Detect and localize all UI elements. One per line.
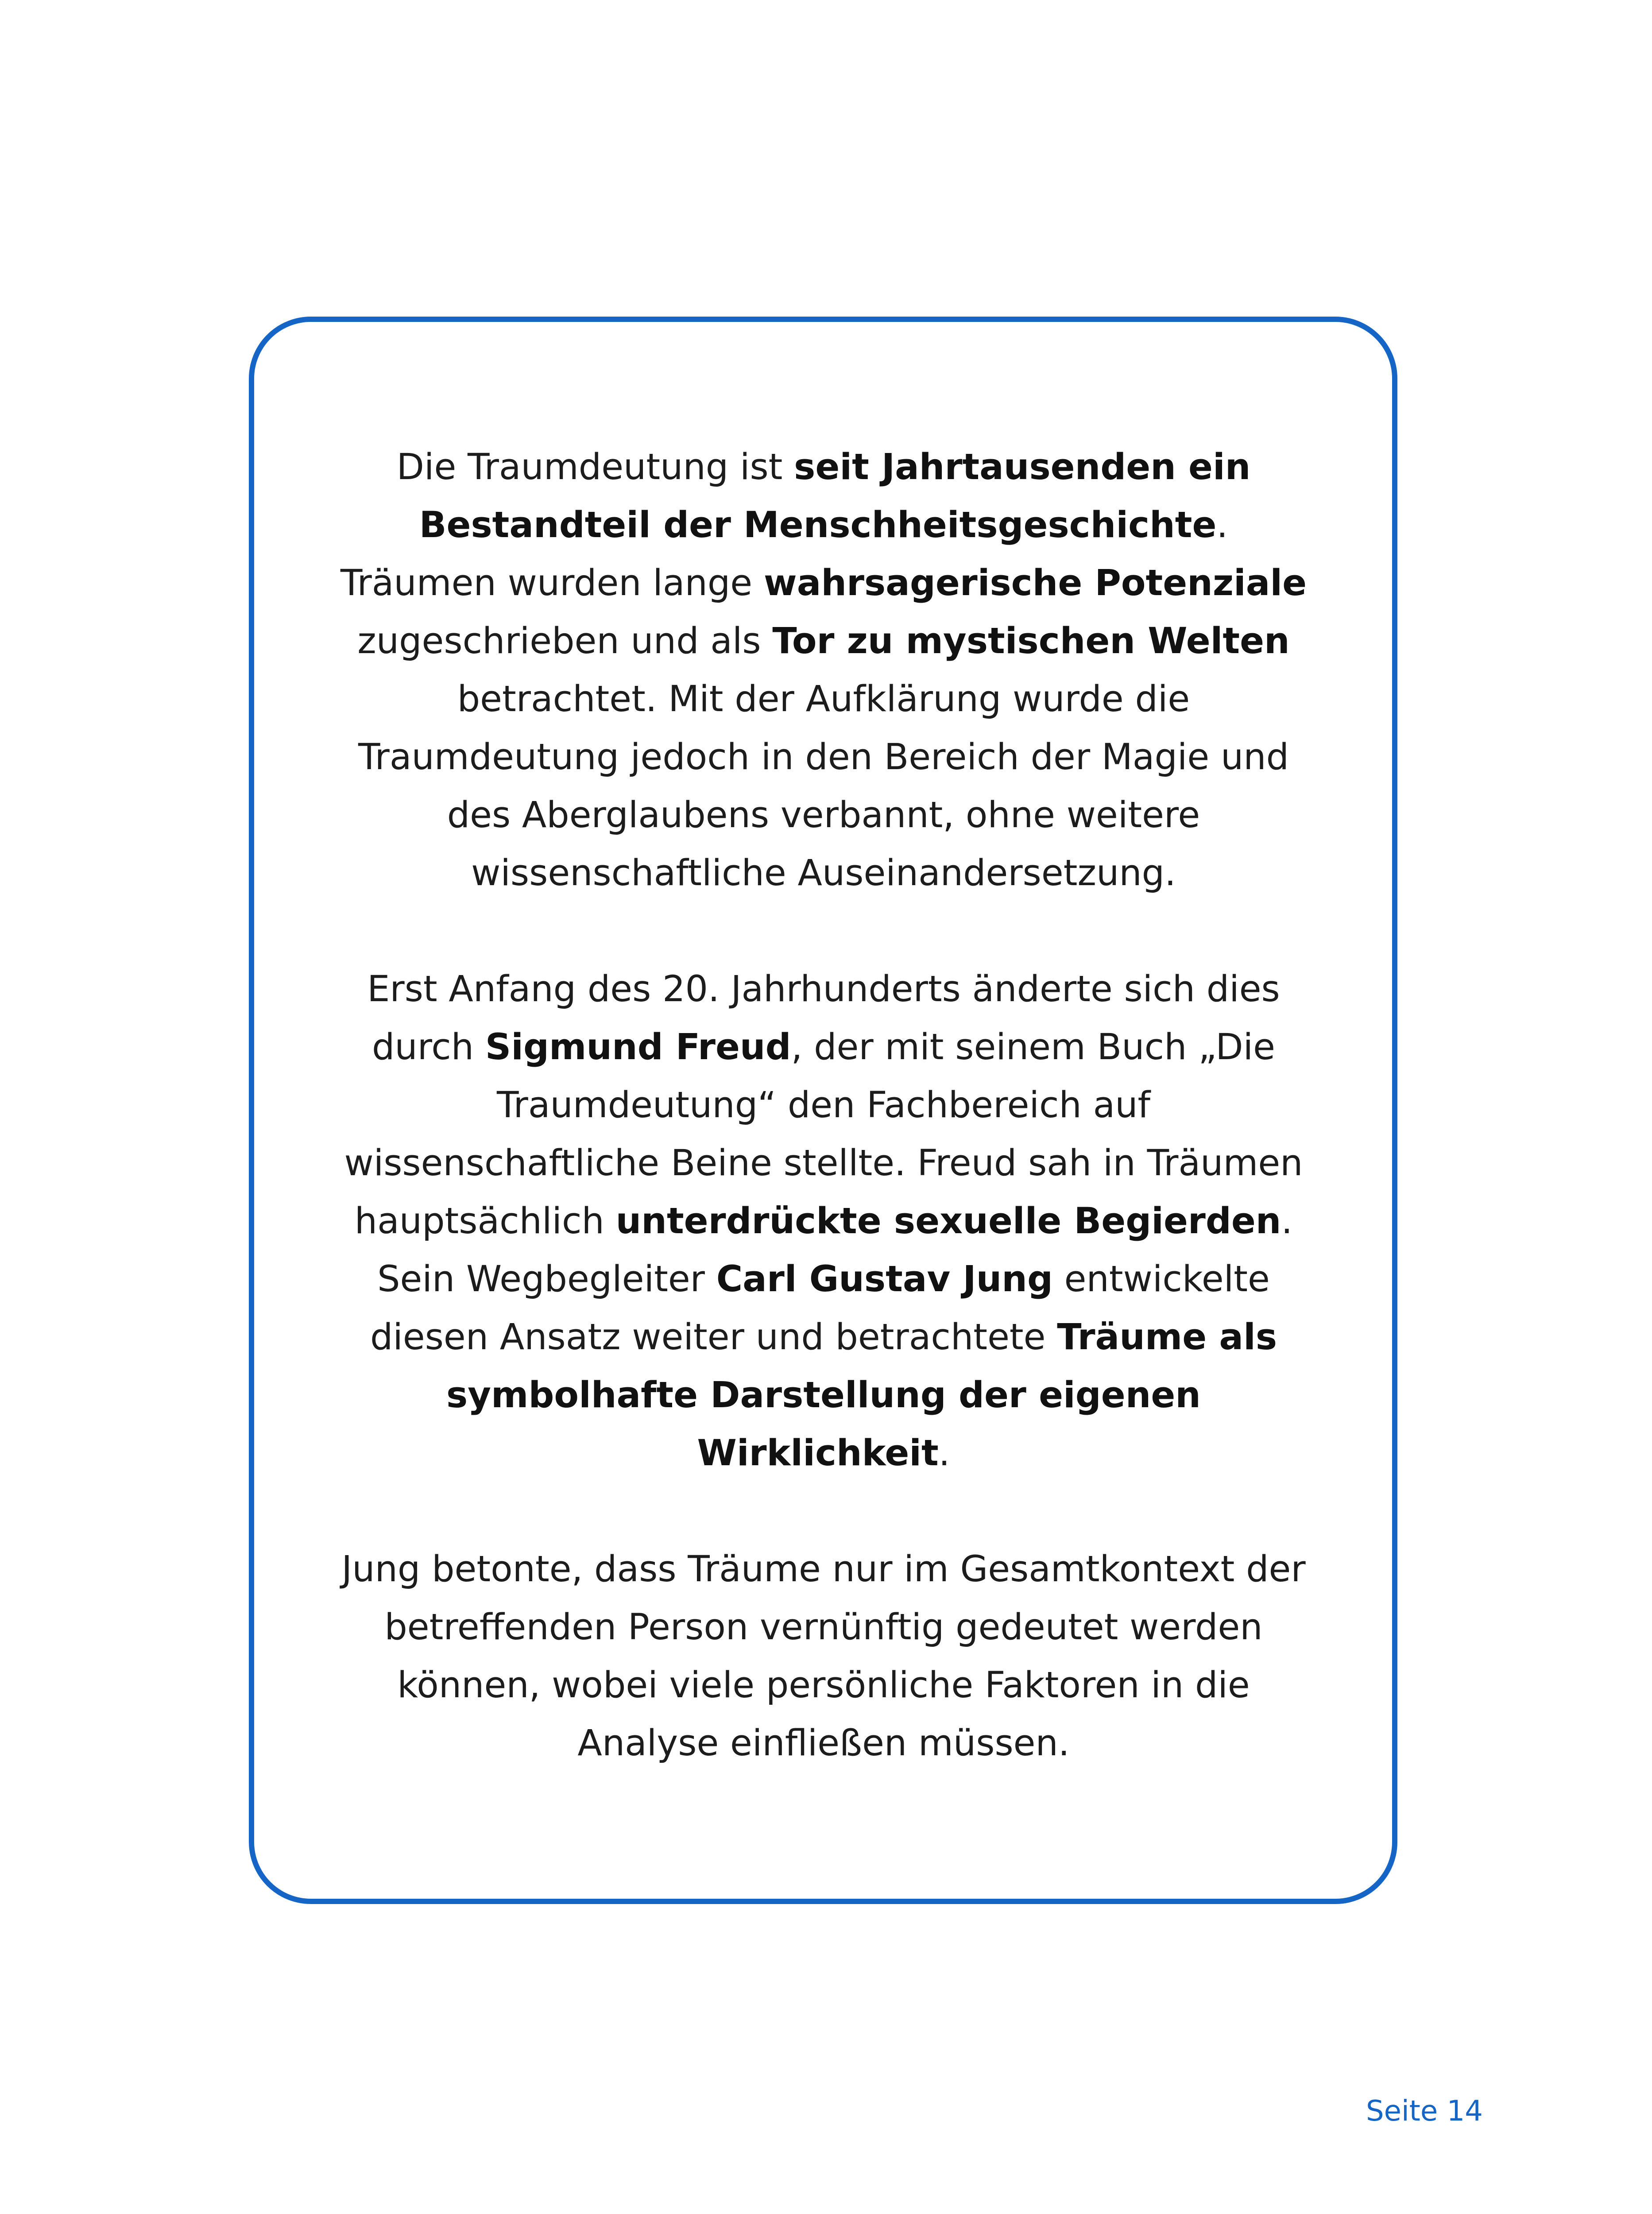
emphasis-text: Carl Gustav Jung — [716, 1258, 1053, 1300]
emphasis-text: seit Jahrtausenden ein Bestandteil der Menschheitsgeschichte — [419, 446, 1251, 546]
text-segment: . Träumen wurden lange — [340, 504, 1228, 604]
text-segment: betrachtet. Mit der Aufklärung wurde die Traumdeutung jedoch in den Bereich der Magie und des Aberglaubens verbannt, ohne weitere wissenschaftliche Auseinandersetzung. — [358, 678, 1289, 894]
page-number: Seite 14 — [1366, 2095, 1483, 2128]
paragraph-jung-context — [337, 1541, 1311, 1773]
text-segment: Die Traumdeutung ist — [396, 446, 794, 488]
emphasis-text: Sigmund Freud — [485, 1026, 791, 1068]
emphasis-text: Tor zu mystischen Welten — [772, 620, 1290, 662]
text-segment: , der mit seinem Buch „Die Traumdeutung“ den Fachbereich auf wissenschaftliche Beine stellte. Freud sah in Träumen hauptsächlich — [344, 1026, 1303, 1242]
emphasis-text: unterdrückte sexuelle Begierden — [615, 1200, 1281, 1242]
paragraph-freud-jung — [337, 960, 1311, 1482]
paragraph-history — [337, 438, 1311, 902]
text-segment: . Sein Wegbegleiter — [377, 1200, 1293, 1300]
text-segment: Jung betonte, dass Träume nur im Gesamtkontext der betreffenden Person vernünftig gedeutet werden können, wobei viele persönliche Faktoren in die Analyse einfließen müssen. — [341, 1548, 1306, 1764]
text-segment: entwickelte diesen Ansatz weiter und betrachtete — [370, 1258, 1270, 1358]
emphasis-text: Träume als symbolhafte Darstellung der eigenen Wirklichkeit — [446, 1316, 1277, 1474]
text-segment: Erst Anfang des 20. Jahrhunderts änderte sich dies durch — [367, 968, 1280, 1068]
text-segment: . — [938, 1432, 950, 1474]
text-segment: zugeschrieben und als — [357, 620, 773, 662]
body-text — [337, 438, 1311, 1773]
emphasis-text: wahrsagerische Potenziale — [763, 562, 1307, 604]
